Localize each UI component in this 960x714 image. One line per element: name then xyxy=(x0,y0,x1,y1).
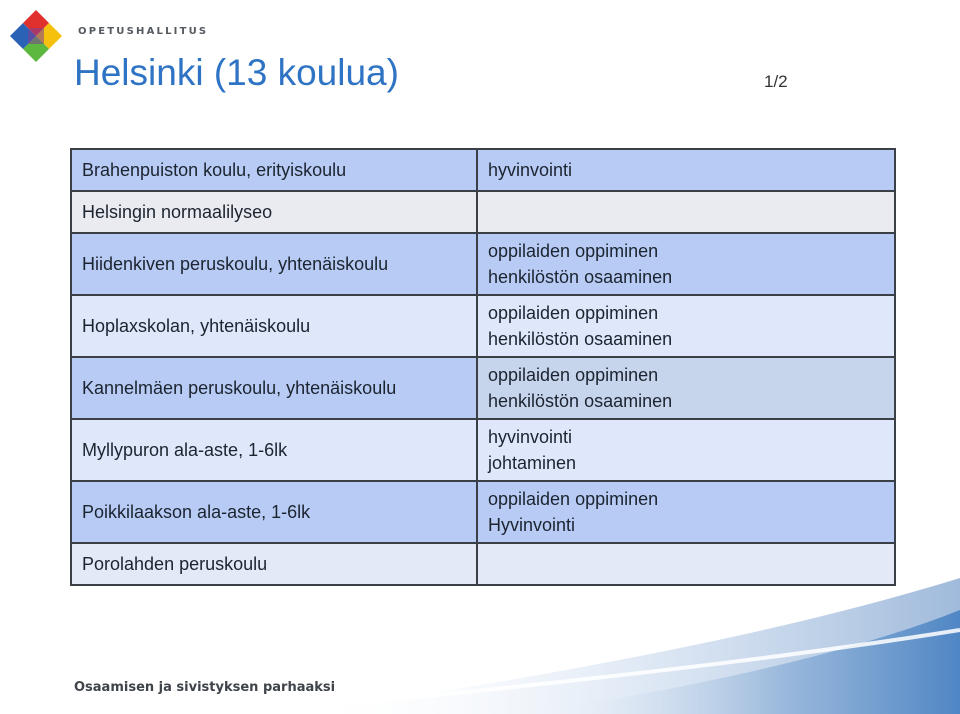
table-row xyxy=(71,481,895,543)
focus-area: oppilaiden oppiminen xyxy=(488,489,659,509)
focus-area: henkilöstön osaaminen xyxy=(488,329,673,349)
opetushallitus-logo-icon xyxy=(8,8,64,64)
focus-area: Hyvinvointi xyxy=(488,515,576,535)
school-name: Hoplaxskolan, yhtenäiskoulu xyxy=(71,295,477,357)
focus-areas xyxy=(477,191,895,233)
school-name: Brahenpuiston koulu, erityiskoulu xyxy=(71,149,477,191)
school-name: Helsingin normaalilyseo xyxy=(71,191,477,233)
focus-areas xyxy=(477,295,895,357)
table-row xyxy=(71,357,895,419)
focus-areas xyxy=(477,233,895,295)
focus-area: henkilöstön osaaminen xyxy=(488,267,673,287)
school-name: Kannelmäen peruskoulu, yhtenäiskoulu xyxy=(71,357,477,419)
table-row xyxy=(71,149,895,191)
school-name: Hiidenkiven peruskoulu, yhtenäiskoulu xyxy=(71,233,477,295)
table-row xyxy=(71,419,895,481)
page-title: Helsinki (13 koulua) xyxy=(74,52,399,93)
footer-tagline: Osaamisen ja sivistyksen parhaaksi xyxy=(74,680,336,695)
schools-table xyxy=(70,148,896,586)
focus-areas xyxy=(477,481,895,543)
school-name: Poikkilaakson ala-aste, 1-6lk xyxy=(71,481,477,543)
table-row xyxy=(71,191,895,233)
brand-name: OPETUSHALLITUS xyxy=(78,26,209,37)
school-name: Porolahden peruskoulu xyxy=(71,543,477,585)
focus-area: hyvinvointi xyxy=(488,427,573,447)
focus-areas xyxy=(477,419,895,481)
table-row xyxy=(71,233,895,295)
focus-areas: hyvinvointi xyxy=(477,149,895,191)
focus-areas xyxy=(477,357,895,419)
school-name: Myllypuron ala-aste, 1-6lk xyxy=(71,419,477,481)
focus-area: henkilöstön osaaminen xyxy=(488,391,673,411)
focus-area: johtaminen xyxy=(488,453,577,473)
focus-area: oppilaiden oppiminen xyxy=(488,365,659,385)
focus-area: oppilaiden oppiminen xyxy=(488,241,659,261)
table-row xyxy=(71,295,895,357)
page-indicator: 1/2 xyxy=(764,72,788,91)
focus-area: oppilaiden oppiminen xyxy=(488,303,659,323)
